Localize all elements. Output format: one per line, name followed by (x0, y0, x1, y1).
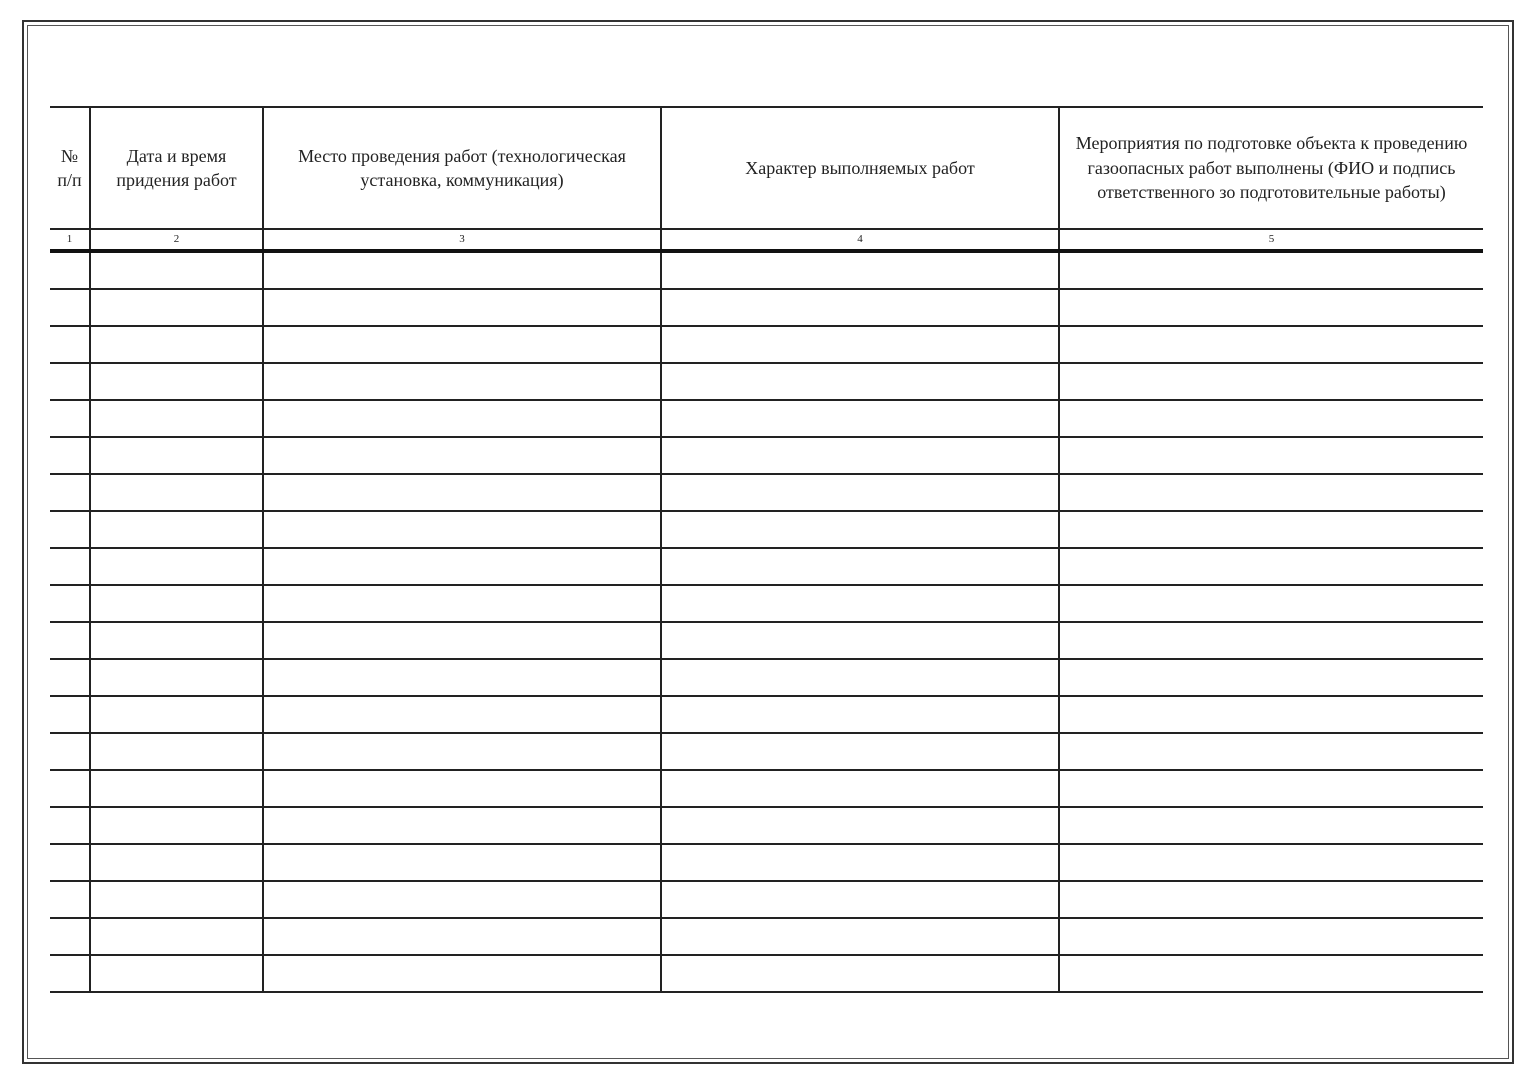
table-cell[interactable] (90, 807, 263, 844)
column-header-date-time-label: Дата и время придения работ (116, 145, 237, 190)
table-cell[interactable] (661, 548, 1059, 585)
table-cell[interactable] (661, 585, 1059, 622)
table-cell[interactable] (263, 363, 661, 400)
table-cell[interactable] (1059, 881, 1483, 918)
table-cell[interactable] (263, 326, 661, 363)
table-cell[interactable] (1059, 733, 1483, 770)
table-cell[interactable] (661, 363, 1059, 400)
table-row (50, 289, 1483, 326)
table-header-row (50, 107, 1483, 229)
table-cell[interactable] (263, 437, 661, 474)
table-row (50, 585, 1483, 622)
table-cell[interactable] (263, 770, 661, 807)
table-row (50, 918, 1483, 955)
table-cell[interactable] (50, 437, 90, 474)
table-cell[interactable] (90, 585, 263, 622)
column-header-number-label: № п/п (57, 145, 82, 190)
table-cell[interactable] (50, 659, 90, 696)
table-cell[interactable] (90, 844, 263, 881)
table-cell[interactable] (263, 289, 661, 326)
table-cell[interactable] (50, 955, 90, 992)
table-cell[interactable] (661, 918, 1059, 955)
table-cell[interactable] (661, 437, 1059, 474)
table-row (50, 955, 1483, 992)
table-cell[interactable] (263, 474, 661, 511)
table-cell[interactable] (263, 696, 661, 733)
journal-table (50, 106, 1483, 993)
table-row (50, 326, 1483, 363)
table-row (50, 474, 1483, 511)
table-cell[interactable] (1059, 548, 1483, 585)
column-header-work-type-label: Характер выполняемых работ (745, 157, 975, 178)
table-cell[interactable] (1059, 918, 1483, 955)
table-cell[interactable] (90, 622, 263, 659)
table-cell[interactable] (263, 622, 661, 659)
column-number-3: 3 (263, 229, 661, 251)
table-cell[interactable] (661, 733, 1059, 770)
table-cell[interactable] (90, 363, 263, 400)
table-cell[interactable] (1059, 363, 1483, 400)
table-cell[interactable] (1059, 289, 1483, 326)
table-cell[interactable] (661, 511, 1059, 548)
column-header-number (50, 107, 90, 229)
table-row (50, 844, 1483, 881)
table-cell[interactable] (263, 733, 661, 770)
table-cell[interactable] (50, 622, 90, 659)
table-cell[interactable] (661, 474, 1059, 511)
column-number-2: 2 (90, 229, 263, 251)
table-cell[interactable] (661, 770, 1059, 807)
table-row (50, 400, 1483, 437)
table-cell[interactable] (50, 881, 90, 918)
table-cell[interactable] (50, 326, 90, 363)
table-cell[interactable] (1059, 326, 1483, 363)
table-cell[interactable] (661, 881, 1059, 918)
table-cell[interactable] (90, 251, 263, 289)
table-cell[interactable] (50, 511, 90, 548)
table-cell[interactable] (90, 400, 263, 437)
table-cell[interactable] (90, 733, 263, 770)
table-cell[interactable] (263, 659, 661, 696)
table-cell[interactable] (1059, 955, 1483, 992)
table-cell[interactable] (661, 400, 1059, 437)
table-cell[interactable] (661, 251, 1059, 289)
table-cell[interactable] (1059, 511, 1483, 548)
table-cell[interactable] (1059, 659, 1483, 696)
table-cell[interactable] (263, 844, 661, 881)
table-row (50, 548, 1483, 585)
table-cell[interactable] (90, 881, 263, 918)
table-cell[interactable] (50, 770, 90, 807)
table-cell[interactable] (661, 955, 1059, 992)
table-cell[interactable] (90, 511, 263, 548)
table-row (50, 733, 1483, 770)
table-cell[interactable] (661, 289, 1059, 326)
table-cell[interactable] (263, 807, 661, 844)
column-number-4: 4 (661, 229, 1059, 251)
table-body (50, 251, 1483, 992)
table-cell[interactable] (50, 289, 90, 326)
table-cell[interactable] (661, 844, 1059, 881)
table-cell[interactable] (90, 918, 263, 955)
table-cell[interactable] (1059, 251, 1483, 289)
column-header-preparation (1059, 107, 1483, 229)
table-cell[interactable] (1059, 400, 1483, 437)
column-number-1: 1 (50, 229, 90, 251)
table-cell[interactable] (50, 363, 90, 400)
column-number-5: 5 (1059, 229, 1483, 251)
table-cell[interactable] (50, 251, 90, 289)
table-cell[interactable] (661, 807, 1059, 844)
table-cell[interactable] (263, 585, 661, 622)
table-cell[interactable] (90, 696, 263, 733)
table-cell[interactable] (1059, 622, 1483, 659)
table-cell[interactable] (50, 733, 90, 770)
table-cell[interactable] (263, 251, 661, 289)
column-header-preparation-label: Мероприятия по подготовке объекта к проведению газоопасных работ выполнены (ФИО и подпись ответственного зо подготовительные работы) (1075, 133, 1468, 203)
table-row (50, 696, 1483, 733)
table-cell[interactable] (50, 844, 90, 881)
table-cell[interactable] (50, 548, 90, 585)
table-row (50, 770, 1483, 807)
table-row (50, 251, 1483, 289)
table-cell[interactable] (263, 881, 661, 918)
table-cell[interactable] (1059, 585, 1483, 622)
column-header-location-label: Место проведения работ (технологическая установка, коммуникация) (298, 145, 626, 190)
table-cell[interactable] (263, 511, 661, 548)
table-cell[interactable] (90, 437, 263, 474)
table-cell[interactable] (50, 696, 90, 733)
table-cell[interactable] (50, 400, 90, 437)
table-row (50, 511, 1483, 548)
table-cell[interactable] (661, 622, 1059, 659)
column-number-row (50, 229, 1483, 251)
table-cell[interactable] (90, 955, 263, 992)
table-cell[interactable] (1059, 807, 1483, 844)
table-cell[interactable] (90, 770, 263, 807)
table-cell[interactable] (1059, 474, 1483, 511)
table-cell[interactable] (661, 326, 1059, 363)
table-cell[interactable] (263, 918, 661, 955)
table-cell[interactable] (90, 326, 263, 363)
table-cell[interactable] (50, 807, 90, 844)
table-row (50, 659, 1483, 696)
table-cell[interactable] (263, 400, 661, 437)
table-row (50, 807, 1483, 844)
table-cell[interactable] (90, 289, 263, 326)
table-cell[interactable] (661, 659, 1059, 696)
table-row (50, 363, 1483, 400)
table-row (50, 437, 1483, 474)
table-cell[interactable] (1059, 437, 1483, 474)
table-cell[interactable] (50, 585, 90, 622)
table-cell[interactable] (50, 918, 90, 955)
table-cell[interactable] (1059, 844, 1483, 881)
table-cell[interactable] (90, 474, 263, 511)
column-header-location (263, 107, 661, 229)
table-cell[interactable] (1059, 696, 1483, 733)
column-header-work-type (661, 107, 1059, 229)
table-cell[interactable] (90, 548, 263, 585)
table-cell[interactable] (661, 696, 1059, 733)
table-row (50, 881, 1483, 918)
column-header-date-time (90, 107, 263, 229)
table-cell[interactable] (263, 955, 661, 992)
table-cell[interactable] (263, 548, 661, 585)
table-cell[interactable] (90, 659, 263, 696)
table-cell[interactable] (1059, 770, 1483, 807)
table-row (50, 622, 1483, 659)
table-cell[interactable] (50, 474, 90, 511)
